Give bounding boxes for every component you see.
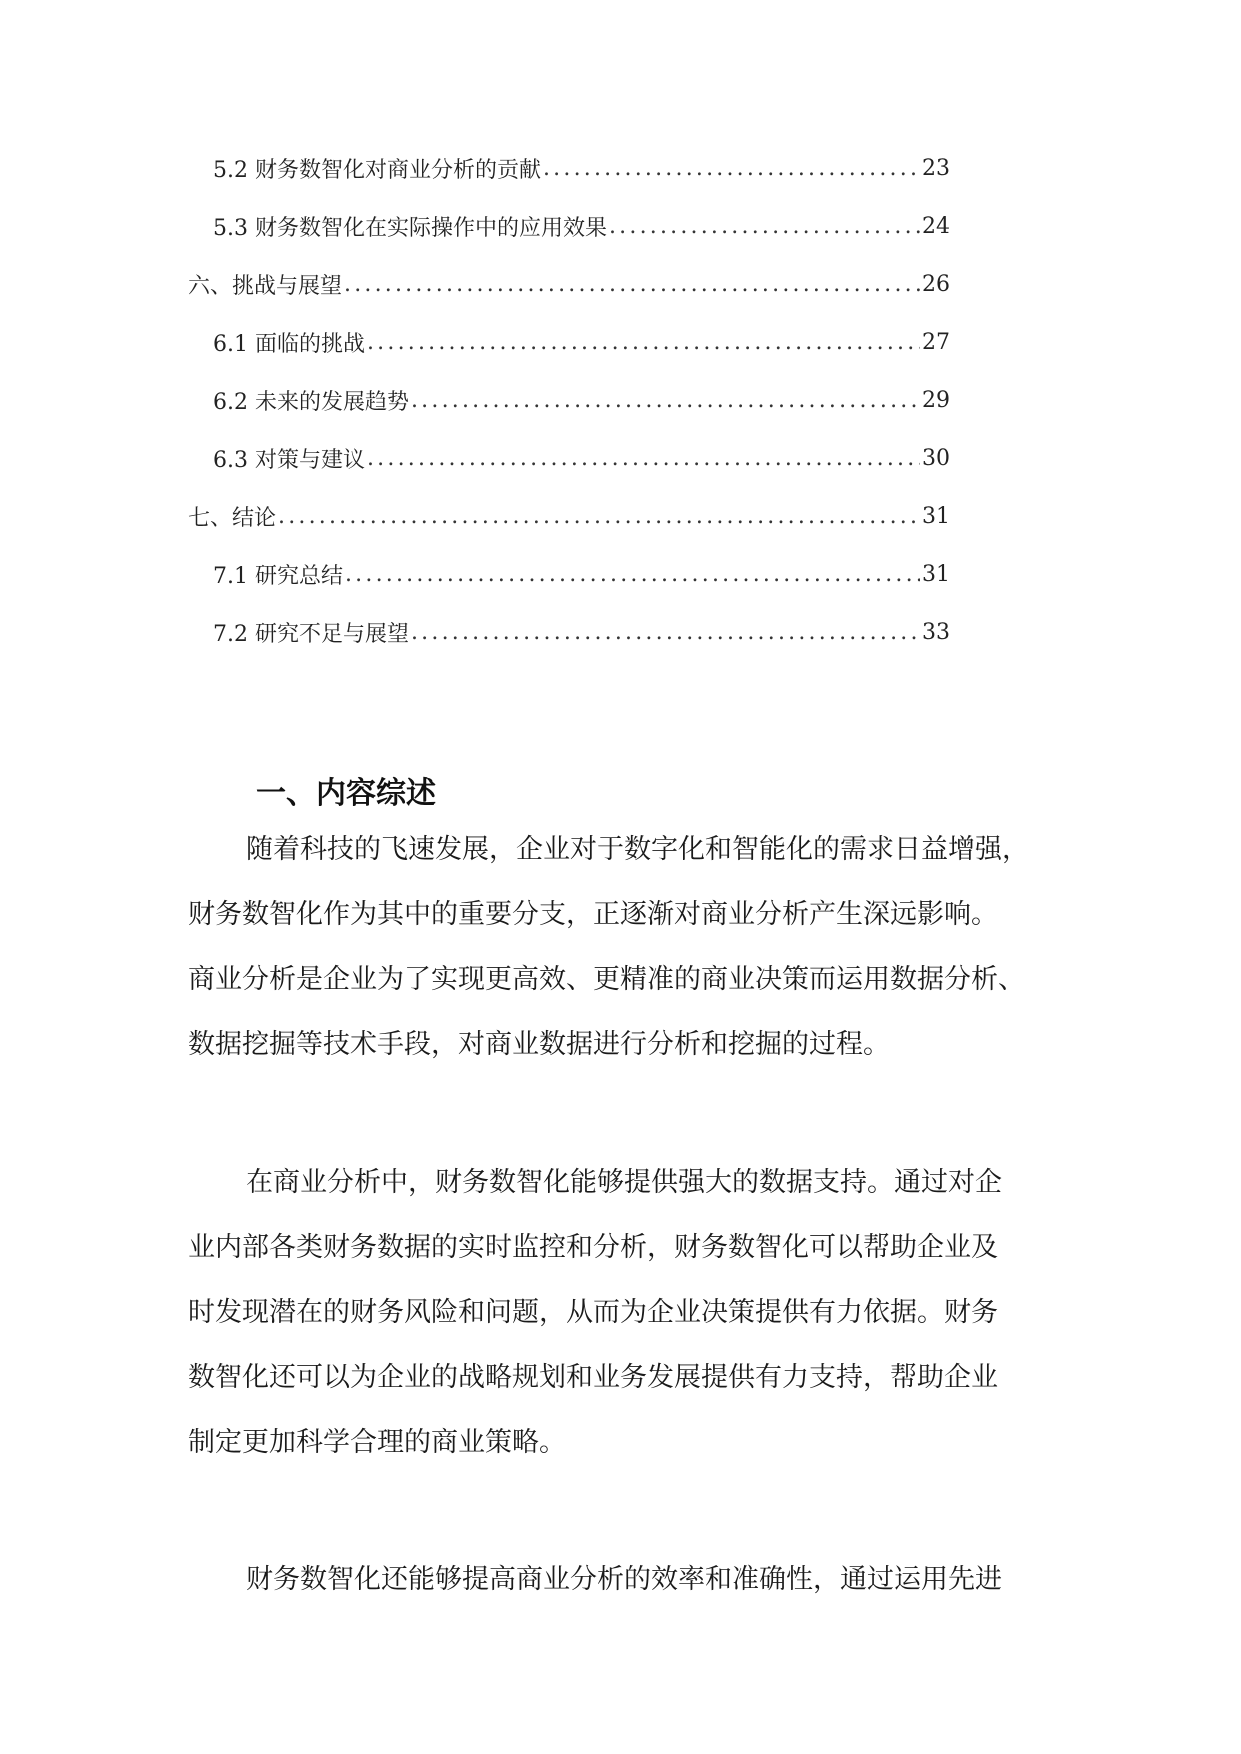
toc-entry[interactable] (213, 148, 950, 188)
toc-entry-title: 6.1 面临的挑战 (213, 331, 365, 357)
body-paragraph (188, 1150, 1060, 1475)
toc-dot-leader (278, 504, 920, 529)
paragraph-line: 数智化还可以为企业的战略规划和业务发展提供有力支持，帮助企业 (188, 1362, 998, 1393)
toc-dot-leader (367, 330, 920, 355)
paragraph-line: 在商业分析中，财务数智化能够提供强大的数据支持。通过对企 (246, 1167, 1002, 1198)
toc-entry[interactable] (213, 206, 950, 246)
paragraph-line: 数据挖掘等技术手段，对商业数据进行分析和挖掘的过程。 (188, 1029, 890, 1060)
paragraph-line: 商业分析是企业为了实现更高效、更精准的商业决策而运用数据分析、 (188, 964, 1025, 995)
toc-entry-page: 23 (922, 155, 950, 181)
toc-entry-page: 33 (922, 619, 950, 645)
toc-entry[interactable] (188, 264, 950, 304)
toc-entry[interactable] (213, 612, 950, 652)
toc-entry-page: 27 (922, 329, 950, 355)
toc-entry-title: 7.1 研究总结 (213, 563, 343, 589)
toc-entry-page: 26 (922, 271, 950, 297)
toc-dot-leader (411, 388, 920, 413)
toc-dot-leader (609, 214, 920, 239)
toc-entry[interactable] (213, 322, 950, 362)
paragraph-line: 制定更加科学合理的商业策略。 (188, 1427, 566, 1458)
toc-entry-page: 31 (922, 503, 950, 529)
toc-entry[interactable] (213, 554, 950, 594)
toc-entry-page: 29 (922, 387, 950, 413)
paragraph-line: 财务数智化还能够提高商业分析的效率和准确性，通过运用先进 (246, 1564, 1002, 1595)
paragraph-line: 随着科技的飞速发展，企业对于数字化和智能化的需求日益增强， (246, 834, 1029, 865)
toc-entry-title: 六、挑战与展望 (188, 273, 343, 299)
paragraph-line: 财务数智化作为其中的重要分支，正逐渐对商业分析产生深远影响。 (188, 899, 998, 930)
toc-entry[interactable] (213, 380, 950, 420)
toc-entry[interactable] (188, 496, 950, 536)
section-heading: 一、内容综述 (256, 776, 436, 811)
toc-entry-title: 七、结论 (188, 505, 277, 531)
toc-dot-leader (543, 156, 920, 181)
toc-dot-leader (411, 620, 920, 645)
paragraph-line: 业内部各类财务数据的实时监控和分析，财务数智化可以帮助企业及 (188, 1232, 998, 1263)
toc-entry[interactable] (213, 438, 950, 478)
toc-entry-page: 24 (922, 213, 950, 239)
toc-entry-title: 7.2 研究不足与展望 (213, 621, 409, 647)
toc-entry-title: 5.3 财务数智化在实际操作中的应用效果 (213, 215, 607, 241)
body-paragraph (188, 1547, 1060, 1612)
toc-dot-leader (345, 562, 920, 587)
toc-entry-page: 30 (922, 445, 950, 471)
toc-entry-page: 31 (922, 561, 950, 587)
paragraph-line: 时发现潜在的财务风险和问题，从而为企业决策提供有力依据。财务 (188, 1297, 998, 1328)
toc-entry-title: 6.3 对策与建议 (213, 447, 365, 473)
toc-dot-leader (367, 446, 920, 471)
body-paragraph (188, 817, 1060, 1077)
toc-entry-title: 5.2 财务数智化对商业分析的贡献 (213, 157, 541, 183)
toc-entry-title: 6.2 未来的发展趋势 (213, 389, 409, 415)
toc-dot-leader (344, 272, 920, 297)
